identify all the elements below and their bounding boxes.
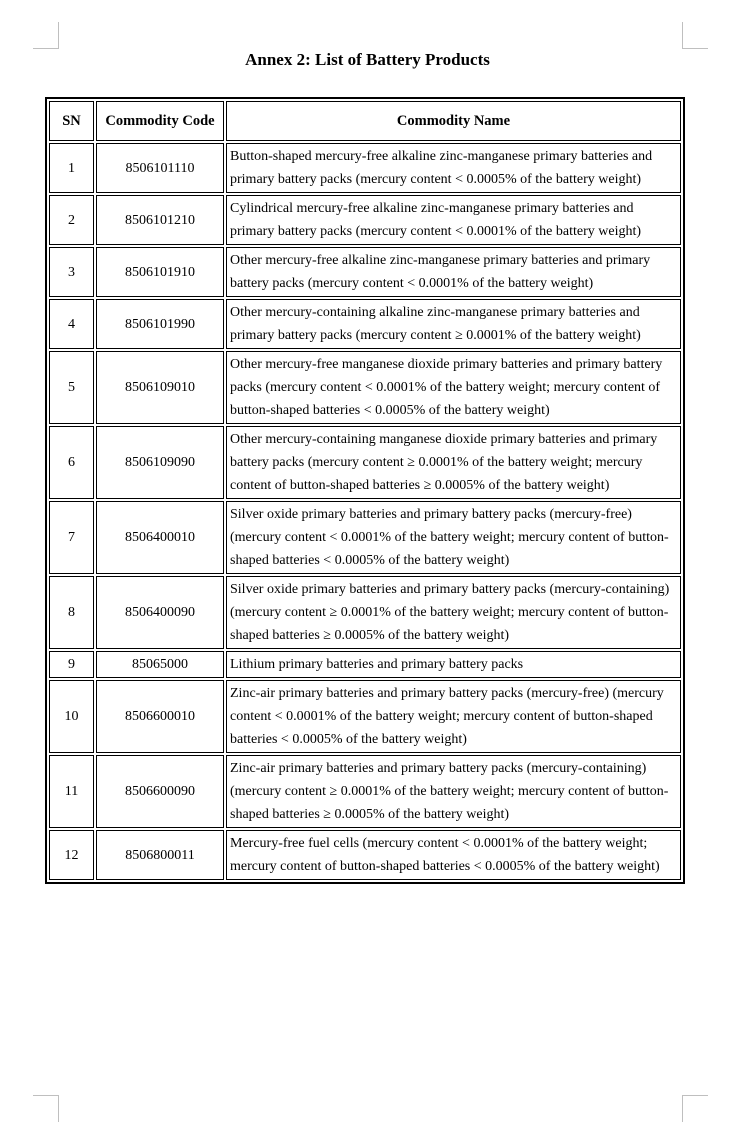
cell-commodity-code: 8506109090 [96,426,224,499]
table-row [49,247,681,297]
column-header-commodity-name: Commodity Name [226,101,681,141]
cell-commodity-code: 8506400090 [96,576,224,649]
cell-commodity-code: 8506101910 [96,247,224,297]
cell-sn: 12 [49,830,94,880]
cell-commodity-name: Other mercury-containing alkaline zinc-manganese primary batteries and primary battery packs (mercury content ≥ 0.0001% of the battery weight) [226,299,681,349]
cell-commodity-name: Zinc-air primary batteries and primary battery packs (mercury-free) (mercury content < 0.0001% of the battery weight; mercury content of button-shaped batteries < 0.0005% of the battery weight) [226,680,681,753]
table-row [49,299,681,349]
crop-mark-bottom-right [682,1095,708,1122]
cell-commodity-code: 85065000 [96,651,224,678]
cell-sn: 11 [49,755,94,828]
table-row [49,576,681,649]
crop-mark-bottom-left [33,1095,59,1122]
cell-commodity-code: 8506101110 [96,143,224,193]
cell-sn: 6 [49,426,94,499]
battery-products-table [45,97,685,884]
cell-commodity-code: 8506600090 [96,755,224,828]
cell-commodity-name: Zinc-air primary batteries and primary battery packs (mercury-containing) (mercury content ≥ 0.0001% of the battery weight; mercury content of button-shaped batteries ≥ 0.0005% of the battery weight) [226,755,681,828]
cell-sn: 8 [49,576,94,649]
cell-commodity-name: Other mercury-free manganese dioxide primary batteries and primary battery packs (mercury content < 0.0001% of the battery weight; mercury content of button-shaped batteries < 0.0005% of the battery weight) [226,351,681,424]
cell-sn: 9 [49,651,94,678]
cell-sn: 3 [49,247,94,297]
cell-sn: 2 [49,195,94,245]
table-header-row [49,101,681,141]
cell-sn: 7 [49,501,94,574]
cell-commodity-code: 8506101990 [96,299,224,349]
crop-mark-top-right [682,22,708,49]
cell-commodity-code: 8506400010 [96,501,224,574]
table-row [49,143,681,193]
cell-commodity-name: Silver oxide primary batteries and primary battery packs (mercury-containing) (mercury content ≥ 0.0001% of the battery weight; mercury content of button-shaped batteries ≥ 0.0005% of the battery weight) [226,576,681,649]
cell-sn: 4 [49,299,94,349]
table-row [49,195,681,245]
cell-commodity-name: Other mercury-free alkaline zinc-manganese primary batteries and primary battery packs (mercury content < 0.0001% of the battery weight) [226,247,681,297]
crop-mark-top-left [33,22,59,49]
column-header-commodity-code: Commodity Code [96,101,224,141]
table-row [49,755,681,828]
cell-commodity-code: 8506101210 [96,195,224,245]
cell-sn: 1 [49,143,94,193]
page-title: Annex 2: List of Battery Products [245,50,490,69]
table-row [49,501,681,574]
cell-commodity-name: Cylindrical mercury-free alkaline zinc-manganese primary batteries and primary battery packs (mercury content < 0.0001% of the battery weight) [226,195,681,245]
table-body [49,143,681,880]
table-row [49,680,681,753]
cell-commodity-name: Lithium primary batteries and primary battery packs [226,651,681,678]
table-row [49,426,681,499]
cell-sn: 10 [49,680,94,753]
cell-commodity-code: 8506109010 [96,351,224,424]
cell-commodity-name: Button-shaped mercury-free alkaline zinc-manganese primary batteries and primary battery packs (mercury content < 0.0005% of the battery weight) [226,143,681,193]
table-row [49,830,681,880]
table-row [49,651,681,678]
column-header-sn: SN [49,101,94,141]
cell-commodity-code: 8506800011 [96,830,224,880]
table-row [49,351,681,424]
cell-commodity-name: Silver oxide primary batteries and primary battery packs (mercury-free) (mercury content < 0.0001% of the battery weight; mercury content of button-shaped batteries < 0.0005% of the battery weight) [226,501,681,574]
cell-commodity-code: 8506600010 [96,680,224,753]
cell-sn: 5 [49,351,94,424]
cell-commodity-name: Other mercury-containing manganese dioxide primary batteries and primary battery packs (mercury content ≥ 0.0001% of the battery weight; mercury content of button-shaped batteries ≥ 0.0005% of the battery weight) [226,426,681,499]
cell-commodity-name: Mercury-free fuel cells (mercury content < 0.0001% of the battery weight; mercury content of button-shaped batteries < 0.0005% of the battery weight) [226,830,681,880]
